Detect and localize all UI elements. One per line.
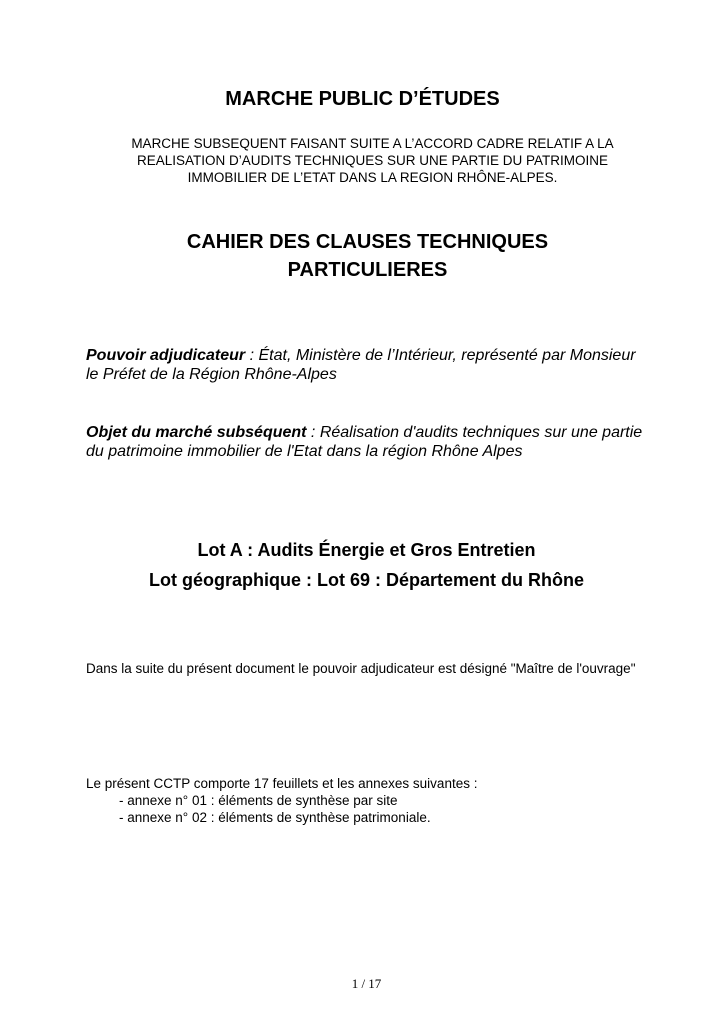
subtitle-line: IMMOBILIER DE L’ETAT DANS LA REGION RHÔNE-ALPES. [187, 170, 558, 185]
pouvoir-separator: : [245, 347, 259, 364]
page-number: 1 / 17 [351, 976, 382, 991]
subtitle-line: MARCHE SUBSEQUENT FAISANT SUITE A L’ACCORD CADRE RELATIF A LA [131, 136, 614, 151]
objet-text: Réalisation d'audits techniques sur une partie du patrimoine immobilier de l'Etat dans la région Rhône Alpes [86, 424, 643, 460]
annex-item: - annexe n° 02 : éléments de synthèse patrimoniale. [119, 810, 431, 825]
maitre-ouvrage-note: Dans la suite du présent document le pouvoir adjudicateur est désigné "Maître de l'ouvrage" [86, 661, 636, 676]
cctp-title [90, 228, 645, 284]
objet-label: Objet du marché subséquent [86, 424, 307, 441]
cctp-title-line: PARTICULIERES [287, 259, 448, 281]
pouvoir-text: État, Ministère de l’Intérieur, représenté par Monsieur le Préfet de la Région Rhône-Alpes [86, 347, 636, 383]
annex-item: - annexe n° 01 : éléments de synthèse par site [119, 793, 398, 808]
objet-separator: : [306, 424, 320, 441]
document-title: MARCHE PUBLIC D’ÉTUDES [225, 88, 500, 110]
pouvoir-adjudicateur [86, 346, 646, 384]
lot-a-heading: Lot A : Audits Énergie et Gros Entretien [197, 540, 536, 560]
composition-block [86, 775, 646, 826]
pouvoir-label: Pouvoir adjudicateur [86, 347, 246, 364]
document-subtitle [95, 135, 650, 186]
lot-geographique-heading: Lot géographique : Lot 69 : Département du Rhône [148, 570, 584, 590]
cctp-title-line: CAHIER DES CLAUSES TECHNIQUES [186, 231, 549, 253]
subtitle-line: REALISATION D’AUDITS TECHNIQUES SUR UNE PARTIE DU PATRIMOINE [136, 153, 609, 168]
objet-marche [86, 423, 646, 461]
composition-intro: Le présent CCTP comporte 17 feuillets et les annexes suivantes : [86, 776, 478, 791]
